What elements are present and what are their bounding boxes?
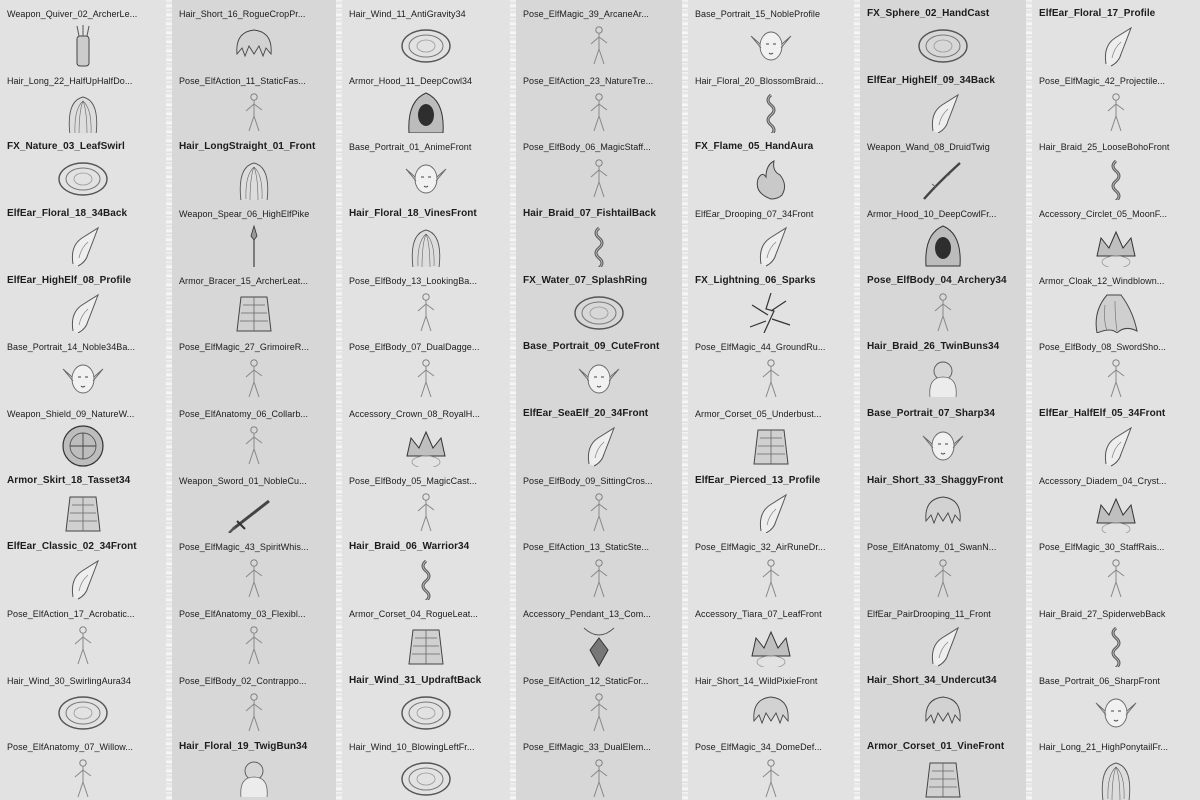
asset-filename: Hair_Short_16_RogueCropPr... [179,9,306,19]
pose-sketch-icon [736,557,806,600]
asset-filename: Hair_Wind_30_SwirlingAura34 [7,675,131,686]
asset-filename: Pose_ElfBody_07_DualDagge... [349,342,480,353]
asset-filename: Weapon_Sword_01_NobleCu... [179,475,307,486]
swirl-sketch-icon [564,291,634,334]
asset-filename: Pose_ElfMagic_32_AirRuneDr... [695,542,826,553]
asset-filename: Weapon_Wand_08_DruidTwig [867,142,990,153]
asset-tile[interactable] [688,467,854,534]
asset-filename: Base_Portrait_06_SharpFront [1039,675,1160,686]
asset-filename: ElfEar_Drooping_07_34Front [695,209,814,219]
braid-sketch-icon [391,557,461,600]
asset-tile[interactable] [172,133,336,200]
crown-sketch-icon [1081,224,1151,267]
asset-filename: Hair_Short_34_Undercut34 [867,674,997,686]
asset-filename: Hair_Floral_20_BlossomBraid... [695,75,824,86]
asset-filename: FX_Sphere_02_HandCast [867,8,990,19]
asset-tile[interactable] [1032,467,1200,534]
elf-ear-sketch-icon [1081,24,1151,67]
sword-sketch-icon [219,491,289,534]
asset-filename: Hair_Braid_27_SpiderwebBack [1039,609,1166,619]
asset-filename: Pose_ElfAction_17_Acrobatic... [7,609,135,619]
asset-column [342,0,510,800]
hood-sketch-icon [908,224,978,267]
braid-sketch-icon [564,224,634,267]
asset-tile[interactable] [1032,333,1200,400]
asset-filename: Weapon_Quiver_02_ArcherLe... [7,9,138,19]
swirl-sketch-icon [908,24,978,67]
portrait-sketch-icon [564,357,634,400]
armor-sketch-icon [219,291,289,334]
asset-tile[interactable] [172,467,336,534]
asset-tile[interactable] [0,333,166,400]
asset-tile[interactable] [516,67,682,134]
lightning-sketch-icon [736,291,806,334]
asset-tile[interactable] [516,400,682,467]
asset-tile[interactable] [1032,267,1200,334]
elf-ear-sketch-icon [908,624,978,667]
pose-sketch-icon [564,691,634,734]
asset-filename: Armor_Corset_04_RogueLeat... [349,609,478,619]
asset-filename: Pose_ElfAnatomy_01_SwanN... [867,542,997,553]
asset-filename: Pose_ElfBody_13_LookingBa... [349,275,477,286]
asset-filename: Hair_Long_21_HighPonytailFr... [1039,742,1169,753]
crown-sketch-icon [736,624,806,667]
asset-filename: Armor_Corset_05_Underbust... [695,409,822,419]
pose-sketch-icon [564,757,634,800]
asset-filename: Accessory_Tiara_07_LeafFront [695,609,822,619]
long-hair-sketch-icon [48,91,118,134]
asset-filename: Base_Portrait_09_CuteFront [523,341,660,353]
pose-sketch-icon [219,424,289,467]
pose-sketch-icon [736,757,806,800]
asset-filename: Hair_LongStraight_01_Front [179,141,316,153]
asset-tile[interactable] [0,200,166,267]
asset-tile[interactable] [172,200,336,267]
portrait-sketch-icon [908,424,978,467]
asset-tile[interactable] [688,267,854,334]
asset-tile[interactable] [688,400,854,467]
asset-tile[interactable] [342,133,510,200]
pendant-sketch-icon [564,624,634,667]
asset-filename: ElfEar_PairDrooping_11_Front [867,609,991,619]
asset-filename: ElfEar_HighElf_09_34Back [867,74,995,86]
asset-tile[interactable] [0,400,166,467]
pose-sketch-icon [391,491,461,534]
asset-tile[interactable] [516,467,682,534]
asset-tile[interactable] [172,667,336,734]
asset-filename: Hair_Wind_31_UpdraftBack [349,674,482,686]
asset-filename: ElfEar_HighElf_08_Profile [7,274,132,286]
swirl-sketch-icon [391,24,461,67]
elf-ear-sketch-icon [564,424,634,467]
asset-tile[interactable] [342,467,510,534]
pose-sketch-icon [219,91,289,134]
asset-tile[interactable] [516,733,682,800]
asset-filename: Pose_ElfMagic_39_ArcaneAr... [523,9,649,19]
armor-sketch-icon [391,624,461,667]
asset-filename: FX_Lightning_06_Sparks [695,274,816,286]
asset-tile[interactable] [516,600,682,667]
armor-sketch-icon [48,491,118,534]
asset-tile[interactable] [860,467,1026,534]
asset-tile[interactable] [860,133,1026,200]
pose-sketch-icon [1081,557,1151,600]
asset-tile[interactable] [0,133,166,200]
asset-filename: Pose_ElfMagic_34_DomeDef... [695,742,822,753]
asset-filename: Base_Portrait_01_AnimeFront [349,142,472,153]
asset-tile[interactable] [860,267,1026,334]
asset-filename: Pose_ElfMagic_43_SpiritWhis... [179,542,309,553]
asset-filename: Base_Portrait_15_NobleProfile [695,9,821,19]
asset-tile[interactable] [0,67,166,134]
asset-filename: Hair_Wind_11_AntiGravity34 [349,9,466,19]
asset-tile[interactable] [172,733,336,800]
asset-tile[interactable] [0,600,166,667]
asset-filename: Hair_Long_22_HalfUpHalfDo... [7,75,133,86]
asset-filename: ElfEar_Pierced_13_Profile [695,474,821,486]
asset-tile[interactable] [172,400,336,467]
asset-filename: Hair_Short_14_WildPixieFront [695,675,818,686]
asset-tile[interactable] [342,733,510,800]
spear-sketch-icon [219,224,289,267]
asset-tile[interactable] [1032,533,1200,600]
asset-tile[interactable] [688,533,854,600]
asset-tile[interactable] [1032,67,1200,134]
pose-sketch-icon [564,24,634,67]
asset-filename: Pose_ElfBody_08_SwordSho... [1039,342,1166,353]
asset-tile[interactable] [516,667,682,734]
asset-filename: ElfEar_HalfElf_05_34Front [1039,408,1166,419]
asset-tile[interactable] [516,333,682,400]
asset-tile[interactable] [1032,0,1200,67]
pose-sketch-icon [219,624,289,667]
asset-tile[interactable] [172,533,336,600]
asset-tile[interactable] [342,333,510,400]
pose-sketch-icon [736,357,806,400]
asset-tile[interactable] [688,667,854,734]
asset-tile[interactable] [342,267,510,334]
asset-tile[interactable] [860,533,1026,600]
short-hair-sketch-icon [908,691,978,734]
pose-sketch-icon [48,624,118,667]
asset-tile[interactable] [688,200,854,267]
pose-sketch-icon [564,157,634,200]
asset-tile[interactable] [688,0,854,67]
asset-tile[interactable] [0,533,166,600]
pose-sketch-icon [219,691,289,734]
asset-tile[interactable] [860,667,1026,734]
asset-filename: Pose_ElfAnatomy_06_Collarb... [179,409,309,419]
asset-tile[interactable] [1032,600,1200,667]
asset-tile[interactable] [1032,200,1200,267]
quiver-sketch-icon [48,24,118,67]
asset-tile[interactable] [0,733,166,800]
short-hair-sketch-icon [908,491,978,534]
pose-sketch-icon [391,357,461,400]
cloak-sketch-icon [1081,291,1151,334]
asset-column [0,0,166,800]
pose-sketch-icon [219,557,289,600]
asset-tile[interactable] [860,67,1026,134]
asset-filename: ElfEar_Classic_02_34Front [7,541,137,553]
wand-sketch-icon [908,157,978,200]
asset-filename: Weapon_Shield_09_NatureW... [7,409,135,419]
pose-sketch-icon [391,291,461,334]
asset-filename: Pose_ElfBody_04_Archery34 [867,274,1007,286]
asset-filename: Armor_Cloak_12_Windblown... [1039,275,1165,286]
asset-tile[interactable] [172,0,336,67]
asset-tile[interactable] [342,600,510,667]
asset-tile[interactable] [516,133,682,200]
elf-ear-sketch-icon [48,557,118,600]
asset-filename: ElfEar_SeaElf_20_34Front [523,408,649,419]
asset-filename: Pose_ElfAction_11_StaticFas... [179,75,306,86]
pose-sketch-icon [1081,357,1151,400]
asset-filename: Hair_Floral_18_VinesFront [349,208,477,219]
asset-tile[interactable] [860,600,1026,667]
asset-filename: Pose_ElfAnatomy_07_Willow... [7,742,133,753]
portrait-sketch-icon [1081,691,1151,734]
pose-sketch-icon [564,91,634,134]
elf-ear-sketch-icon [1081,424,1151,467]
asset-tile[interactable] [516,0,682,67]
elf-ear-sketch-icon [908,91,978,134]
asset-filename: Pose_ElfMagic_42_Projectile... [1039,75,1166,86]
asset-tile[interactable] [860,0,1026,67]
asset-filename: Base_Portrait_07_Sharp34 [867,408,995,419]
asset-tile[interactable] [342,400,510,467]
portrait-sketch-icon [391,157,461,200]
asset-tile[interactable] [0,467,166,534]
armor-sketch-icon [736,424,806,467]
flame-sketch-icon [736,157,806,200]
asset-tile[interactable] [516,267,682,334]
asset-filename: Hair_Braid_07_FishtailBack [523,208,657,219]
portrait-sketch-icon [736,24,806,67]
asset-column [860,0,1026,800]
asset-filename: Pose_ElfMagic_30_StaffRais... [1039,542,1165,553]
elf-ear-sketch-icon [736,224,806,267]
asset-filename: Pose_ElfAction_23_NatureTre... [523,75,654,86]
elf-ear-sketch-icon [48,224,118,267]
asset-filename: Hair_Short_33_ShaggyFront [867,474,1004,486]
asset-tile[interactable] [860,400,1026,467]
asset-tile[interactable] [1032,133,1200,200]
pose-sketch-icon [48,757,118,800]
swirl-sketch-icon [48,157,118,200]
asset-tile[interactable] [172,67,336,134]
pose-sketch-icon [908,291,978,334]
bun-hair-sketch-icon [908,357,978,400]
asset-filename: Hair_Floral_19_TwigBun34 [179,741,308,753]
elf-ear-sketch-icon [736,491,806,534]
braid-sketch-icon [1081,624,1151,667]
asset-filename: Pose_ElfBody_02_Contrappo... [179,675,307,686]
asset-tile[interactable] [860,333,1026,400]
asset-filename: Pose_ElfAction_13_StaticSte... [523,542,650,553]
asset-filename: Accessory_Circlet_05_MoonF... [1039,209,1168,219]
long-hair-sketch-icon [219,157,289,200]
asset-tile[interactable] [516,533,682,600]
asset-tile[interactable] [0,0,166,67]
asset-tile[interactable] [1032,400,1200,467]
asset-column [688,0,854,800]
asset-filename: Pose_ElfAnatomy_03_Flexibl... [179,609,306,619]
asset-tile[interactable] [342,200,510,267]
asset-column [1032,0,1200,800]
asset-filename: Hair_Braid_06_Warrior34 [349,541,470,553]
asset-tile[interactable] [688,600,854,667]
asset-tile[interactable] [342,667,510,734]
long-hair-sketch-icon [1081,757,1151,800]
short-hair-sketch-icon [219,24,289,67]
asset-tile[interactable] [860,733,1026,800]
asset-tile[interactable] [342,533,510,600]
asset-filename: Base_Portrait_14_Noble34Ba... [7,342,136,353]
asset-filename: Hair_Braid_25_LooseBohoFront [1039,142,1170,153]
asset-filename: Pose_ElfAction_12_StaticFor... [523,675,649,686]
pose-sketch-icon [908,557,978,600]
pose-sketch-icon [1081,91,1151,134]
crown-sketch-icon [1081,491,1151,534]
shield-sketch-icon [48,424,118,467]
asset-filename: Armor_Hood_10_DeepCowlFr... [867,209,997,219]
asset-tile[interactable] [172,333,336,400]
asset-tile[interactable] [688,733,854,800]
asset-filename: Pose_ElfMagic_33_DualElem... [523,742,651,753]
asset-filename: ElfEar_Floral_17_Profile [1039,8,1156,19]
braid-sketch-icon [736,91,806,134]
asset-filename: Weapon_Spear_06_HighElfPike [179,209,310,219]
asset-tile[interactable] [1032,733,1200,800]
portrait-sketch-icon [48,357,118,400]
armor-sketch-icon [908,757,978,800]
elf-ear-sketch-icon [48,291,118,334]
asset-tile[interactable] [1032,667,1200,734]
asset-tile[interactable] [0,667,166,734]
asset-filename: FX_Flame_05_HandAura [695,141,814,153]
asset-filename: Pose_ElfBody_09_SittingCros... [523,475,653,486]
asset-filename: Armor_Hood_11_DeepCowl34 [349,75,473,86]
asset-column [516,0,682,800]
asset-filename: Hair_Braid_26_TwinBuns34 [867,341,1000,353]
asset-tile[interactable] [688,67,854,134]
asset-filename: Pose_ElfBody_06_MagicStaff... [523,142,651,153]
asset-tile[interactable] [516,200,682,267]
asset-tile[interactable] [172,267,336,334]
asset-filename: Pose_ElfMagic_44_GroundRu... [695,342,826,353]
bun-hair-sketch-icon [219,757,289,800]
asset-filename: Accessory_Diadem_04_Cryst... [1039,475,1167,486]
asset-filename: Armor_Corset_01_VineFront [867,741,1005,753]
asset-column [172,0,336,800]
pose-sketch-icon [219,357,289,400]
asset-tile[interactable] [172,600,336,667]
swirl-sketch-icon [391,757,461,800]
asset-filename: Accessory_Crown_08_RoyalH... [349,409,480,419]
asset-filename: Armor_Bracer_15_ArcherLeat... [179,275,309,286]
asset-filename: Hair_Wind_10_BlowingLeftFr... [349,742,475,753]
crown-sketch-icon [391,424,461,467]
hood-sketch-icon [391,91,461,134]
short-hair-sketch-icon [736,691,806,734]
asset-tile[interactable] [342,67,510,134]
pose-sketch-icon [564,491,634,534]
asset-filename: FX_Nature_03_LeafSwirl [7,141,125,153]
swirl-sketch-icon [391,691,461,734]
long-hair-sketch-icon [391,224,461,267]
asset-filename: Accessory_Pendant_13_Com... [523,609,651,619]
asset-filename: Armor_Skirt_18_Tasset34 [7,474,131,486]
asset-tile[interactable] [860,200,1026,267]
asset-tile[interactable] [0,267,166,334]
asset-tile[interactable] [688,333,854,400]
braid-sketch-icon [1081,157,1151,200]
asset-filename: Pose_ElfBody_05_MagicCast... [349,475,477,486]
asset-filename: Pose_ElfMagic_27_GrimoireR... [179,342,310,353]
pose-sketch-icon [564,557,634,600]
asset-filename: FX_Water_07_SplashRing [523,274,648,286]
asset-tile[interactable] [688,133,854,200]
asset-tile[interactable] [342,0,510,67]
asset-filename: ElfEar_Floral_18_34Back [7,208,128,219]
swirl-sketch-icon [48,691,118,734]
